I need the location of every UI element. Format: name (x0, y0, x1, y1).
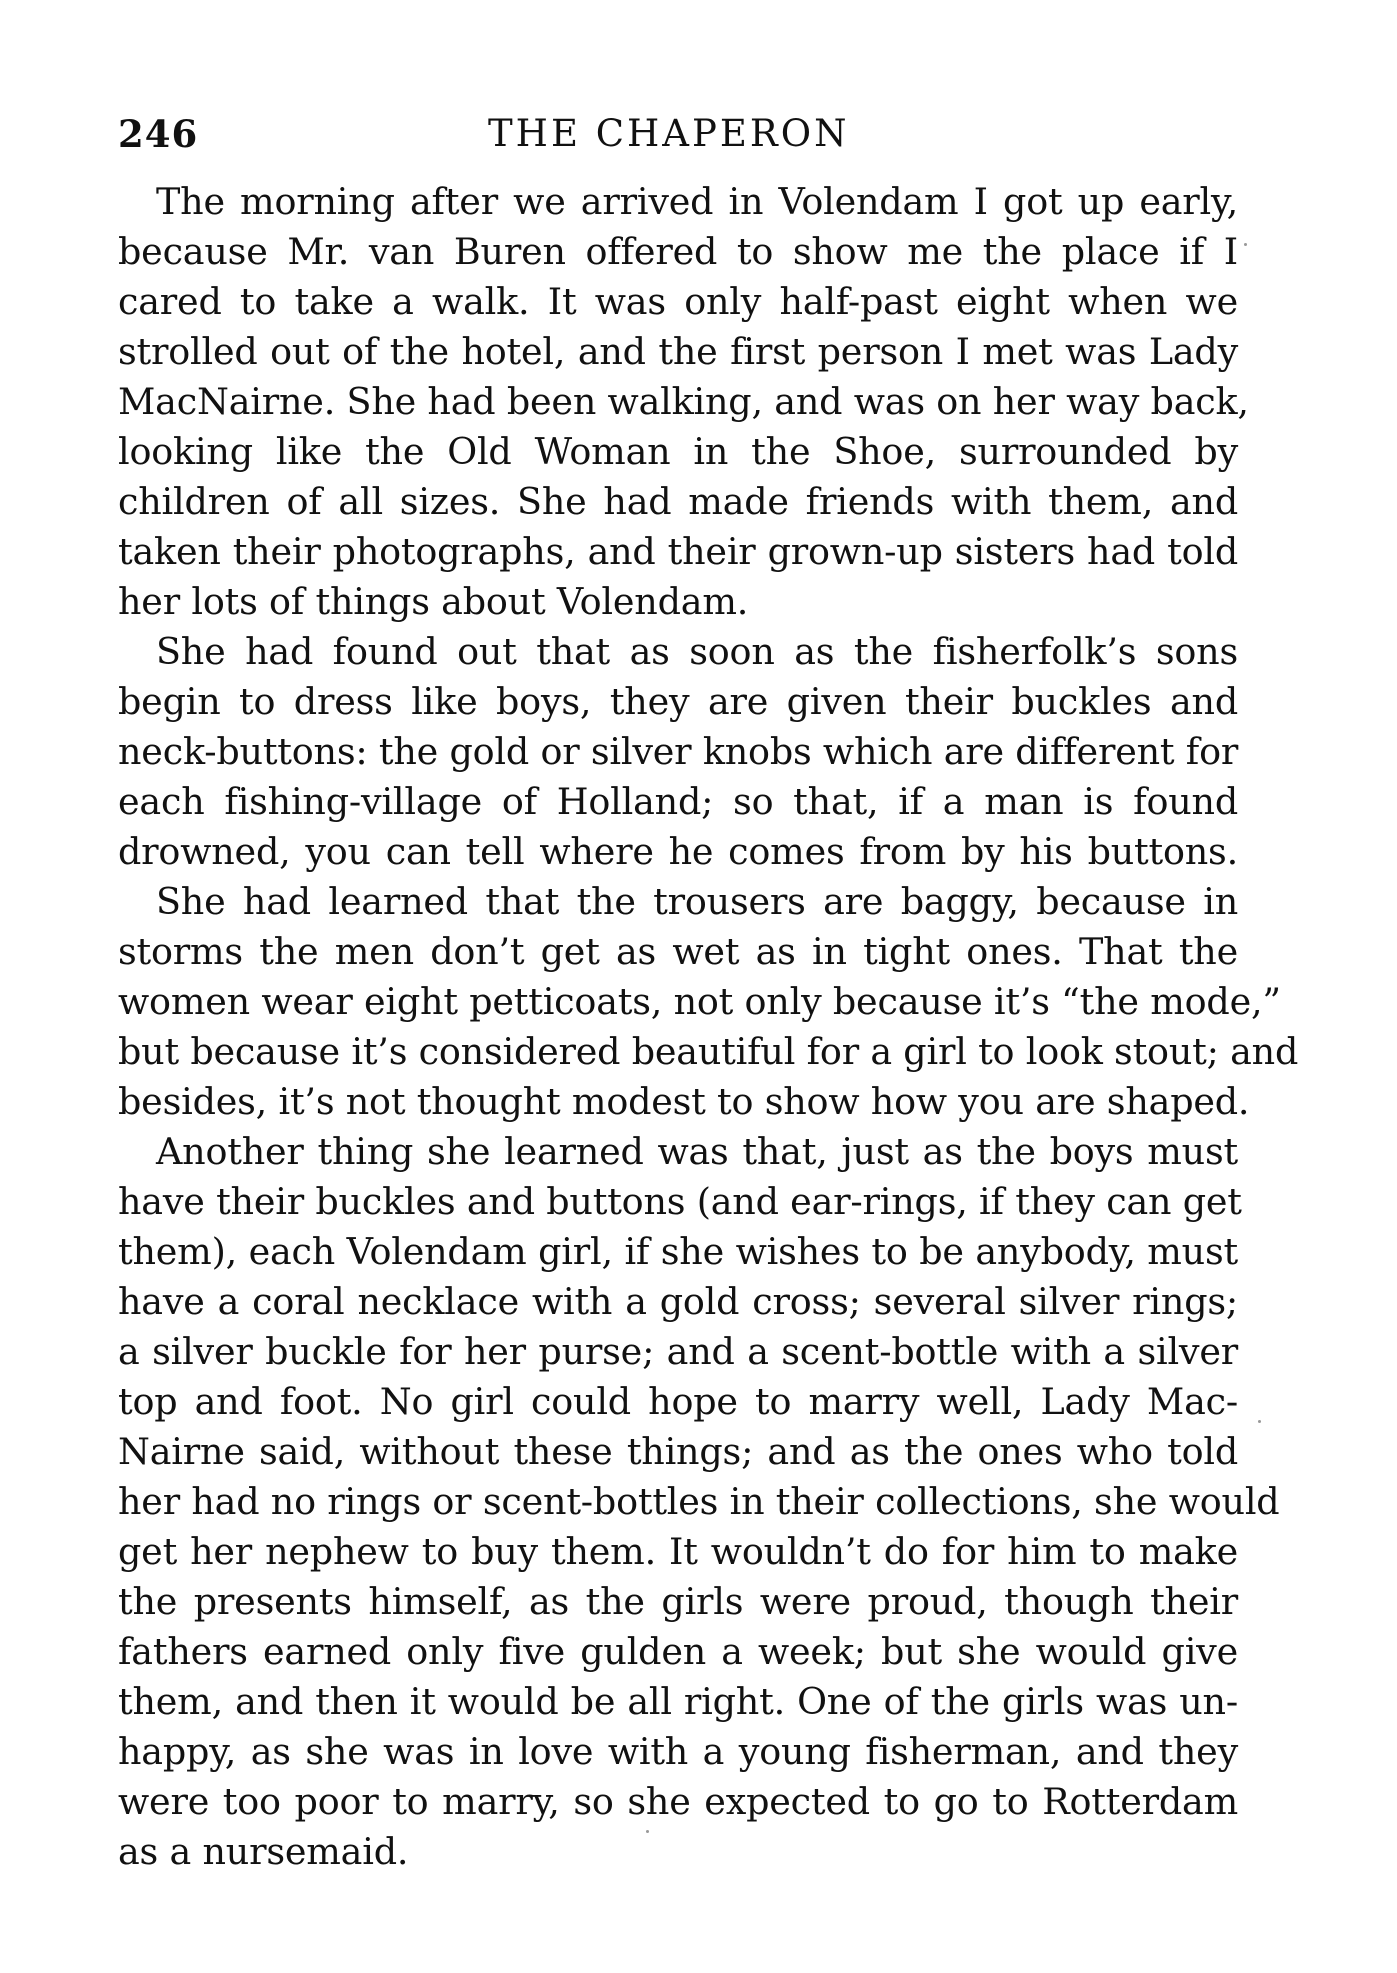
text-line: her lots of things about Volendam. (118, 580, 749, 623)
paper-speck (646, 1830, 649, 1833)
paragraph (118, 877, 1299, 1127)
text-line: She had found out that as soon as the fisherfolk’s sons (156, 630, 1238, 673)
text-line: as a nursemaid. (118, 1830, 409, 1873)
text-line: drowned, you can tell where he comes from by his buttons. (118, 830, 1238, 873)
text-line: besides, it’s not thought modest to show how you are shaped. (118, 1080, 1250, 1123)
text-line: children of all sizes. She had made friends with them, and (118, 480, 1238, 523)
text-line: taken their photographs, and their grown-up sisters had told (118, 530, 1238, 573)
page-number: 246 (118, 112, 199, 156)
text-line: Nairne said, without these things; and as the ones who told (118, 1430, 1238, 1473)
text-line: because Mr. van Buren offered to show me the place if I (118, 230, 1238, 273)
text-line: neck-buttons: the gold or silver knobs which are different for (118, 730, 1239, 773)
text-line: each fishing-village of Holland; so that, if a man is found (118, 780, 1238, 823)
paragraph (118, 1127, 1280, 1877)
text-line: Another thing she learned was that, just as the boys must (156, 1130, 1238, 1173)
body-text (118, 177, 1299, 1877)
text-line: looking like the Old Woman in the Shoe, surrounded by (118, 430, 1238, 473)
text-line: the presents himself, as the girls were proud, though their (118, 1580, 1238, 1623)
page-header (118, 112, 1238, 172)
paper-speck (1258, 1420, 1261, 1423)
text-line: them), each Volendam girl, if she wishes to be anybody, must (118, 1230, 1238, 1273)
text-line: The morning after we arrived in Volendam I got up early, (156, 180, 1238, 223)
text-line: have a coral necklace with a gold cross; several silver rings; (118, 1280, 1238, 1323)
text-line: fathers earned only five gulden a week; but she would give (118, 1630, 1238, 1673)
text-line: happy, as she was in love with a young fisherman, and they (118, 1730, 1238, 1773)
text-line: her had no rings or scent-bottles in their collections, she would (118, 1480, 1280, 1523)
text-line: were too poor to marry, so she expected to go to Rotterdam (118, 1780, 1238, 1823)
text-line: but because it’s considered beautiful for a girl to look stout; and (118, 1030, 1299, 1073)
paper-speck (1244, 243, 1247, 246)
text-line: top and foot. No girl could hope to marry well, Lady Mac- (118, 1380, 1238, 1423)
text-line: have their buckles and buttons (and ear-rings, if they can get (118, 1180, 1242, 1223)
text-line: women wear eight petticoats, not only because it’s “the mode,” (118, 980, 1281, 1023)
text-line: MacNairne. She had been walking, and was on her way back, (118, 380, 1249, 423)
text-line: storms the men don’t get as wet as in tight ones. That the (118, 930, 1238, 973)
text-line: cared to take a walk. It was only half-past eight when we (118, 280, 1238, 323)
text-line: She had learned that the trousers are baggy, because in (156, 880, 1238, 923)
text-line: them, and then it would be all right. One of the girls was un- (118, 1680, 1238, 1723)
paragraph (118, 177, 1249, 627)
text-line: get her nephew to buy them. It wouldn’t do for him to make (118, 1530, 1238, 1573)
text-line: strolled out of the hotel, and the first person I met was Lady (118, 330, 1238, 373)
running-title: THE CHAPERON (488, 112, 850, 155)
paragraph (118, 627, 1238, 877)
text-line: begin to dress like boys, they are given their buckles and (118, 680, 1238, 723)
text-line: a silver buckle for her purse; and a scent-bottle with a silver (118, 1330, 1238, 1373)
